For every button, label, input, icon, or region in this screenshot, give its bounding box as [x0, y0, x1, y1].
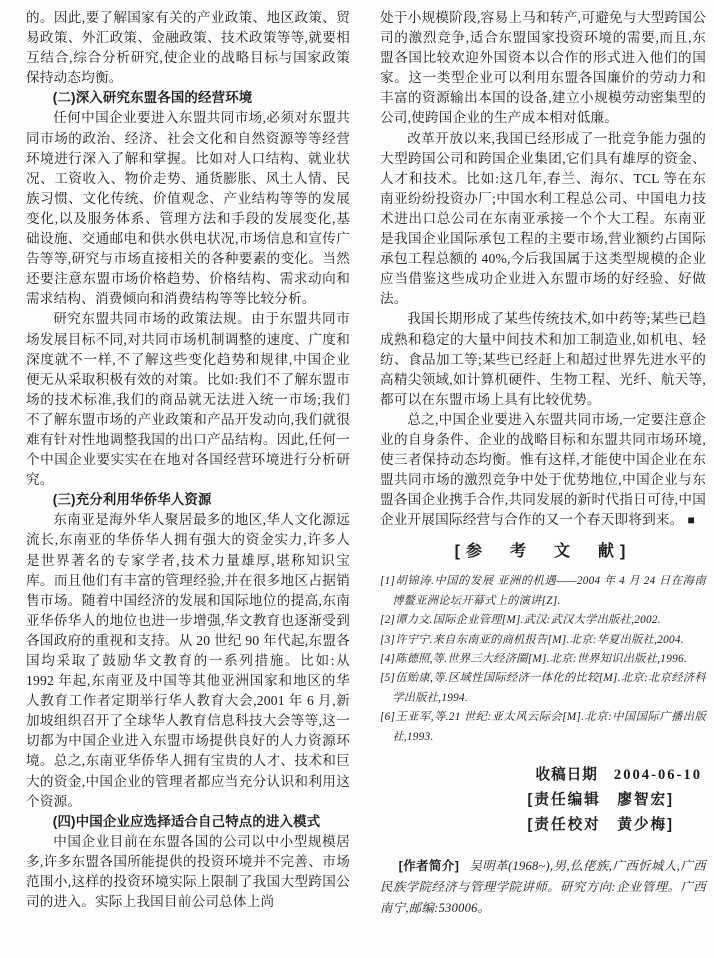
section-heading: (四)中国企业应选择适合自己特点的进入模式 — [52, 813, 321, 829]
reference-item: [6]王亚军,等.21 世纪:亚太风云际会[M].北京:中国国际广播出版社,1993. — [380, 711, 706, 743]
reference-item: [3]许宁宁.来自东南亚的商机报告[M].北京:华夏出版社,2004. — [380, 633, 684, 646]
received-date-line — [380, 763, 706, 788]
section-heading: (二)深入研究东盟各国的经营环境 — [52, 90, 253, 106]
two-column-layout — [26, 8, 706, 919]
reference-label: [2] — [380, 614, 396, 627]
article-end-mark: ■ — [687, 513, 695, 528]
right-column — [380, 8, 706, 919]
body-paragraph: 处于小规模阶段,容易上马和转产,可避免与大型跨国公司的激烈竞争,适合东盟国家投资环境的需要,而且,东盟各国比较欢迎外国资本以合作的形式进入他们的国家。这一类型企业可以利用东盟各国廉价的劳动力和丰富的资源输出本国的设备,建立小规模劳动密集型的公司,使跨国企业的生产成本相对低廉。 — [380, 10, 706, 126]
references-list — [380, 572, 706, 747]
reference-item: [5]伍贻康,等.区域性国际经济一体化的比较[M].北京:北京经济科学出版社,1994. — [380, 672, 706, 704]
body-paragraph: 任何中国企业要进入东盟共同市场,必须对东盟共同市场的政治、经济、社会文化和自然资源等等经营环境进行深入了解和掌握。比如对人口结构、就业状况、工资收入、物价走势、通货膨胀、风土人情、民族习惯、文化传统、价值观念、产业结构等等的发展变化,以及服务体系、管理方法和手段的发展变化,基础设施、交通邮电和供水供电状况,市场信息和宣传广告等等,研究与市场直接相关的各种要素的变化。当然还要注意东盟市场价格趋势、价格结构、需求动向和需求结构、消费倾向和消费结构等等比较分析。 — [26, 110, 350, 307]
left-column — [26, 8, 350, 919]
reference-label: [4] — [380, 653, 396, 666]
body-paragraph: 总之,中国企业要进入东盟共同市场,一定要注意企业的自身条件、企业的战略目标和东盟共同市场环境,使三者保持动态均衡。惟有这样,才能使中国企业在东盟共同市场的激烈竞争中处于优势地位,中国企业与东盟各国企业携手合作,共同发展的新时代指日可待,中国企业开展国际经营与合作的又一个春天即将到来。 ■ — [380, 411, 706, 528]
section-heading: (三)充分利用华侨华人资源 — [52, 492, 212, 508]
author-bio — [380, 856, 706, 919]
reference-item: [2]谭力文.国际企业管理[M].武汉:武汉大学出版社,2002. — [380, 614, 661, 627]
body-paragraph: 东南亚是海外华人聚居最多的地区,华人文化源远流长,东南亚的华侨华人拥有强大的资金实力,许多人是世界著名的专家学者,技术力量雄厚,堪称知识宝库。而且他们有丰富的管理经验,并在很多地区占据销售市场。随着中国经济的发展和国际地位的提高,东南亚华侨华人的地位也进一步增强,华文教育也逐渐受到各国政府的重视和支持。从 20 世纪 90 年代起,东盟各国均采取了鼓励华文教育的一系列措施。比如:从 1992 年起,东南亚及中国等其他亚洲国家和地区的华人教育工作者定期举行华人教育大会,2001 年 6 月,新加坡组织召开了全球华人教育信息科技大会等等,这一切都为中国企业进入东盟市场提供良好的人力资源环境。总之,东南亚华侨华人拥有宝贵的人才、技术和巨大的资金,中国企业的管理者都应当充分认识和利用这个资源。 — [26, 512, 350, 809]
body-paragraph: 中国企业目前在东盟各国的公司以中小型规模居多,许多东盟各国所能提供的投资环境并不完善、市场范围小,这样的投资环境实际上限制了我国大型跨国公司的进入。实际上我国目前公司总体上尚 — [26, 833, 350, 910]
author-bio-text: 吴明革(1968~),男,仫佬族,广西忻城人,广西民族学院经济与管理学院讲师。研究方向:企业管理。广西南宁,邮编:530006。 — [380, 859, 706, 916]
right-column-body — [380, 8, 706, 530]
reference-label: [5] — [380, 672, 396, 685]
reference-item: [1]胡锦涛.中国的发展 亚洲的机遇——2004 年 4 月 24 日在海南博鳌亚洲论坛开幕式上的演讲[Z]. — [380, 575, 706, 607]
received-date-value: 2004-06-10 — [613, 767, 702, 784]
references-heading: [参 考 文 献] — [454, 543, 632, 561]
responsible-editor-line: [责任编辑 廖智宏] — [527, 792, 674, 809]
reference-label: [6] — [380, 711, 396, 724]
editorial-meta — [380, 763, 706, 838]
reference-item: [4]陈德照,等.世界三大经济圈[M].北京:世界知识出版社,1996. — [380, 653, 687, 666]
responsible-proofreader-line: [责任校对 黄少梅] — [527, 817, 674, 834]
author-bio-label: [作者简介] — [398, 859, 460, 874]
body-paragraph: 研究东盟共同市场的政策法规。由于东盟共同市场发展目标不同,对共同市场机制调整的速度、广度和深度就不一样,不了解这些变化趋势和规律,中国企业便无从采取积极有效的对策。比如:我们不了解东盟市场的技术标准,我们的商品就无法进入统一市场;我们不了解东盟市场的产业政策和产品开发动向,我们就很难有针对性地调整我国的出口产品结构。因此,任何一个中国企业要实实在在地对各国经营环境进行分析研究。 — [26, 311, 350, 488]
reference-label: [3] — [380, 633, 396, 646]
body-paragraph: 改革开放以来,我国已经形成了一批竞争能力强的大型跨国公司和跨国企业集团,它们具有雄厚的资金、人才和技术。比如:这几年,春兰、海尔、TCL 等在东南亚纷纷投资办厂;中国水利工程总公司、中国电力技术进出口总公司在东南亚承接一个个大工程。东南亚是我国企业国际承包工程的主要市场,营业额约占国际承包工程总额的 40%,今后我国属于这类型规模的企业应当借鉴这些成功企业进入东盟市场的好经验、好做法。 — [380, 130, 706, 307]
body-paragraph: 的。因此,要了解国家有关的产业政策、地区政策、贸易政策、外汇政策、金融政策、技术政策等等,就要相互结合,综合分析研究,使企业的战略目标与国家政策保持动态均衡。 — [26, 10, 350, 86]
body-paragraph: 我国长期形成了某些传统技术,如中药等;某些已趋成熟和稳定的大量中间技术和加工制造业,如机电、轻纺、食品加工等;某些已经赶上和超过世界先进水平的高精尖领域,如计算机硬件、生物工程、光纤、航天等,都可以在东盟市场上具有比较优势。 — [380, 311, 706, 407]
reference-label: [1] — [380, 575, 396, 588]
references-section — [380, 540, 706, 747]
received-date-label: 收稿日期 — [535, 767, 598, 784]
